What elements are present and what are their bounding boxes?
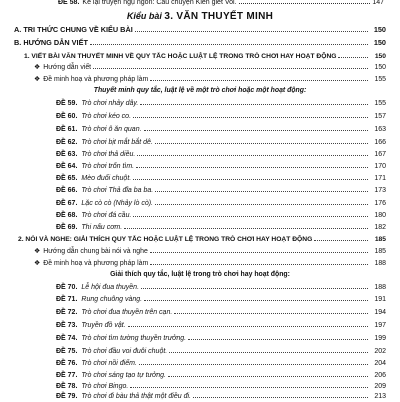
toc-entry-de-61 xyxy=(56,124,386,135)
dot-leader xyxy=(150,74,368,81)
dot-leader xyxy=(136,161,368,168)
dot-leader xyxy=(169,346,368,353)
topic-label: ĐỀ 58. xyxy=(58,0,80,6)
part-heading: 1. VIẾT BÀI VĂN THUYẾT MINH VỀ QUY TẮC HOẶC LUẬT LỆ TRONG TRÒ CHƠI HAY HOẠT ĐỘNG xyxy=(24,53,337,60)
page-number: 150 xyxy=(373,25,386,34)
page-number: 197 xyxy=(374,322,386,329)
dot-leader xyxy=(150,246,368,253)
toc-section-b xyxy=(14,38,386,48)
topic-text: Kể lại truyện ngụ ngôn: Cầu chuyện Kiến giết Voi. xyxy=(82,0,237,6)
topic-text: Trò chơi đua thuyền trên cạn. xyxy=(81,309,173,316)
dot-leader xyxy=(140,98,368,105)
diamond-bullet-icon: ❖ xyxy=(34,260,41,267)
page-number: 173 xyxy=(374,187,386,194)
topic-text: Rung chuông vàng. xyxy=(81,296,143,303)
toc-entry-de-58 xyxy=(58,0,384,8)
toc-entry-de-67 xyxy=(56,198,386,209)
toc-entry-de-76 xyxy=(56,358,386,369)
dot-leader xyxy=(139,358,368,365)
dot-leader xyxy=(168,370,368,377)
page-number: 185 xyxy=(374,248,386,255)
dot-leader xyxy=(188,333,368,340)
page-number: 157 xyxy=(374,113,386,120)
toc-part-1-heading xyxy=(24,51,386,62)
topic-label: ĐỀ 64. xyxy=(56,163,78,170)
page-number: 155 xyxy=(374,100,386,107)
entry-text: Hướng dẫn viết xyxy=(43,64,92,71)
page-number: 147 xyxy=(372,0,384,6)
chapter-name: 3. VĂN THUYẾT MINH xyxy=(164,11,274,22)
topic-text: Trò chơi nhảy dây. xyxy=(81,100,139,107)
toc-entry-de-72 xyxy=(56,307,386,318)
dot-leader xyxy=(338,51,368,58)
topic-text: Thi nấu cơm. xyxy=(81,224,123,231)
topic-text: Trò chơi đầu voi đuôi chuột. xyxy=(81,348,168,355)
topic-label: ĐỀ 69. xyxy=(56,224,78,231)
diamond-bullet-icon: ❖ xyxy=(34,248,41,255)
topic-label: ĐỀ 66. xyxy=(56,187,78,194)
dot-leader xyxy=(150,258,368,265)
topic-label: ĐỀ 70. xyxy=(56,284,78,291)
section-text: B. HƯỚNG DẪN VIẾT xyxy=(14,38,88,47)
toc-entry-de-69 xyxy=(56,222,386,233)
page-number: 199 xyxy=(374,335,386,342)
dot-leader xyxy=(144,124,368,131)
page-number: 182 xyxy=(374,224,386,231)
topic-label: ĐỀ 63. xyxy=(56,151,78,158)
topic-label: ĐỀ 77. xyxy=(56,372,78,379)
topic-label: ĐỀ 68. xyxy=(56,212,78,219)
dot-leader xyxy=(193,391,368,398)
topic-label: ĐỀ 59. xyxy=(56,100,78,107)
topic-text: Trò chơi đi bàu thả thật một điều đi. xyxy=(81,393,191,400)
topic-label: ĐỀ 79. xyxy=(56,393,78,400)
page-number: 167 xyxy=(374,151,386,158)
page-number: 150 xyxy=(374,53,386,60)
page-number: 194 xyxy=(374,309,386,316)
section-text: A. TRI THỨC CHUNG VỀ KIỂU BÀI xyxy=(14,25,133,34)
dot-leader xyxy=(124,222,368,229)
page-number: 171 xyxy=(374,175,386,182)
toc-entry-de-60 xyxy=(56,111,386,122)
dot-leader xyxy=(90,38,368,45)
toc-part-2-sample xyxy=(34,258,386,269)
topic-label: ĐỀ 75. xyxy=(56,348,78,355)
page-number: 209 xyxy=(374,383,386,390)
toc-entry-de-79 xyxy=(56,391,386,402)
toc-entry-de-62 xyxy=(56,137,386,148)
topic-text: Trò chơi thả diều. xyxy=(81,151,136,158)
topic-text: Truyền đồ vật. xyxy=(81,322,126,329)
dot-leader xyxy=(135,25,368,32)
toc-part-1-guide xyxy=(34,62,386,73)
topic-text: Trò chơi đá cầu. xyxy=(81,212,132,219)
page-number: 202 xyxy=(374,348,386,355)
chapter-prefix: Kiểu bài xyxy=(126,11,162,21)
dot-leader xyxy=(144,294,368,301)
topic-label: ĐỀ 76. xyxy=(56,360,78,367)
toc-entry-de-73 xyxy=(56,320,386,331)
page-number: 206 xyxy=(374,372,386,379)
part-2-subtitle: Giải thích quy tắc, luật lệ trong trò chơi hay hoạt động: xyxy=(110,271,290,278)
toc-entry-de-68 xyxy=(56,210,386,221)
topic-text: Trò chơi trốn tìm. xyxy=(81,163,135,170)
part-1-subtitle: Thuyết minh quy tắc, luật lệ về một trò chơi hoặc một hoạt động: xyxy=(93,87,307,94)
entry-text: Đề minh hoạ và phương pháp làm xyxy=(43,76,149,83)
topic-label: ĐỀ 73. xyxy=(56,322,78,329)
topic-text: Trò chơi tìm tường thuyền trưởng. xyxy=(81,335,187,342)
topic-label: ĐỀ 67. xyxy=(56,200,78,207)
diamond-bullet-icon: ❖ xyxy=(34,64,41,71)
toc-entry-de-59 xyxy=(56,98,386,109)
page-number: 188 xyxy=(374,284,386,291)
topic-text: Lễ hội đua thuyền. xyxy=(81,284,140,291)
part-heading: 2. NÓI VÀ NGHE: GIẢI THÍCH QUY TẮC HOẶC LUẬT LỆ TRONG TRÒ CHƠI HAY HOẠT ĐỘNG xyxy=(18,236,313,243)
topic-text: Mèo đuổi chuột. xyxy=(81,175,132,182)
page-number: 213 xyxy=(374,393,386,400)
page-number: 188 xyxy=(374,260,386,267)
page-number: 191 xyxy=(374,296,386,303)
topic-label: ĐỀ 60. xyxy=(56,113,78,120)
topic-text: Trò chơi sáng tạo tự tưởng. xyxy=(81,372,166,379)
toc-entry-de-70 xyxy=(56,282,386,293)
toc-entry-de-77 xyxy=(56,370,386,381)
topic-text: Trò chơi nồi điểm. xyxy=(81,360,137,367)
dot-leader xyxy=(174,307,368,314)
page-number: 155 xyxy=(374,76,386,83)
toc-entry-de-65 xyxy=(56,173,386,184)
topic-label: ĐỀ 72. xyxy=(56,309,78,316)
topic-text: Lặc cò cò (Nhảy lò cò). xyxy=(81,200,153,207)
toc-part-2-heading xyxy=(18,234,386,245)
topic-label: ĐỀ 65. xyxy=(56,175,78,182)
page-number: 150 xyxy=(373,38,386,47)
dot-leader xyxy=(133,210,368,217)
topic-text: Trò chơi Thả đỉa ba ba. xyxy=(81,187,154,194)
topic-text: Trò chơi Bingo. xyxy=(81,383,129,390)
dot-leader xyxy=(155,198,368,205)
page-number: 150 xyxy=(374,64,386,71)
dot-leader xyxy=(137,149,368,156)
toc-entry-de-66 xyxy=(56,185,386,196)
diamond-bullet-icon: ❖ xyxy=(34,76,41,83)
toc-part-2-guide xyxy=(34,246,386,257)
topic-text: Trò chơi kéo co. xyxy=(81,113,132,120)
topic-label: ĐỀ 62. xyxy=(56,139,78,146)
toc-entry-de-71 xyxy=(56,294,386,305)
dot-leader xyxy=(239,0,371,4)
topic-text: Trò chơi bịt mắt bắt dê. xyxy=(81,139,153,146)
page-number: 185 xyxy=(374,236,386,243)
page-number: 204 xyxy=(374,360,386,367)
toc-entry-de-74 xyxy=(56,333,386,344)
dot-leader xyxy=(130,381,368,388)
dot-leader xyxy=(155,185,368,192)
page-number: 176 xyxy=(374,200,386,207)
topic-label: ĐỀ 74. xyxy=(56,335,78,342)
entry-text: Đề minh hoạ và phương pháp làm xyxy=(43,260,149,267)
page-number: 170 xyxy=(374,163,386,170)
dot-leader xyxy=(93,62,368,69)
dot-leader xyxy=(314,234,368,241)
chapter-title xyxy=(0,11,400,22)
page-number: 166 xyxy=(374,139,386,146)
dot-leader xyxy=(133,173,368,180)
topic-label: ĐỀ 78. xyxy=(56,383,78,390)
dot-leader xyxy=(141,282,368,289)
topic-text: Trò chơi ô ăn quan. xyxy=(81,126,142,133)
toc-entry-de-63 xyxy=(56,149,386,160)
toc-section-a xyxy=(14,25,386,35)
page-number: 180 xyxy=(374,212,386,219)
dot-leader xyxy=(128,320,368,327)
toc-entry-de-64 xyxy=(56,161,386,172)
topic-label: ĐỀ 61. xyxy=(56,126,78,133)
toc-entry-de-75 xyxy=(56,346,386,357)
entry-text: Hướng dẫn chung bài nói và nghe xyxy=(43,248,148,255)
dot-leader xyxy=(155,137,368,144)
toc-part-1-sample xyxy=(34,74,386,85)
page-number: 163 xyxy=(374,126,386,133)
dot-leader xyxy=(133,111,368,118)
topic-label: ĐỀ 71. xyxy=(56,296,78,303)
